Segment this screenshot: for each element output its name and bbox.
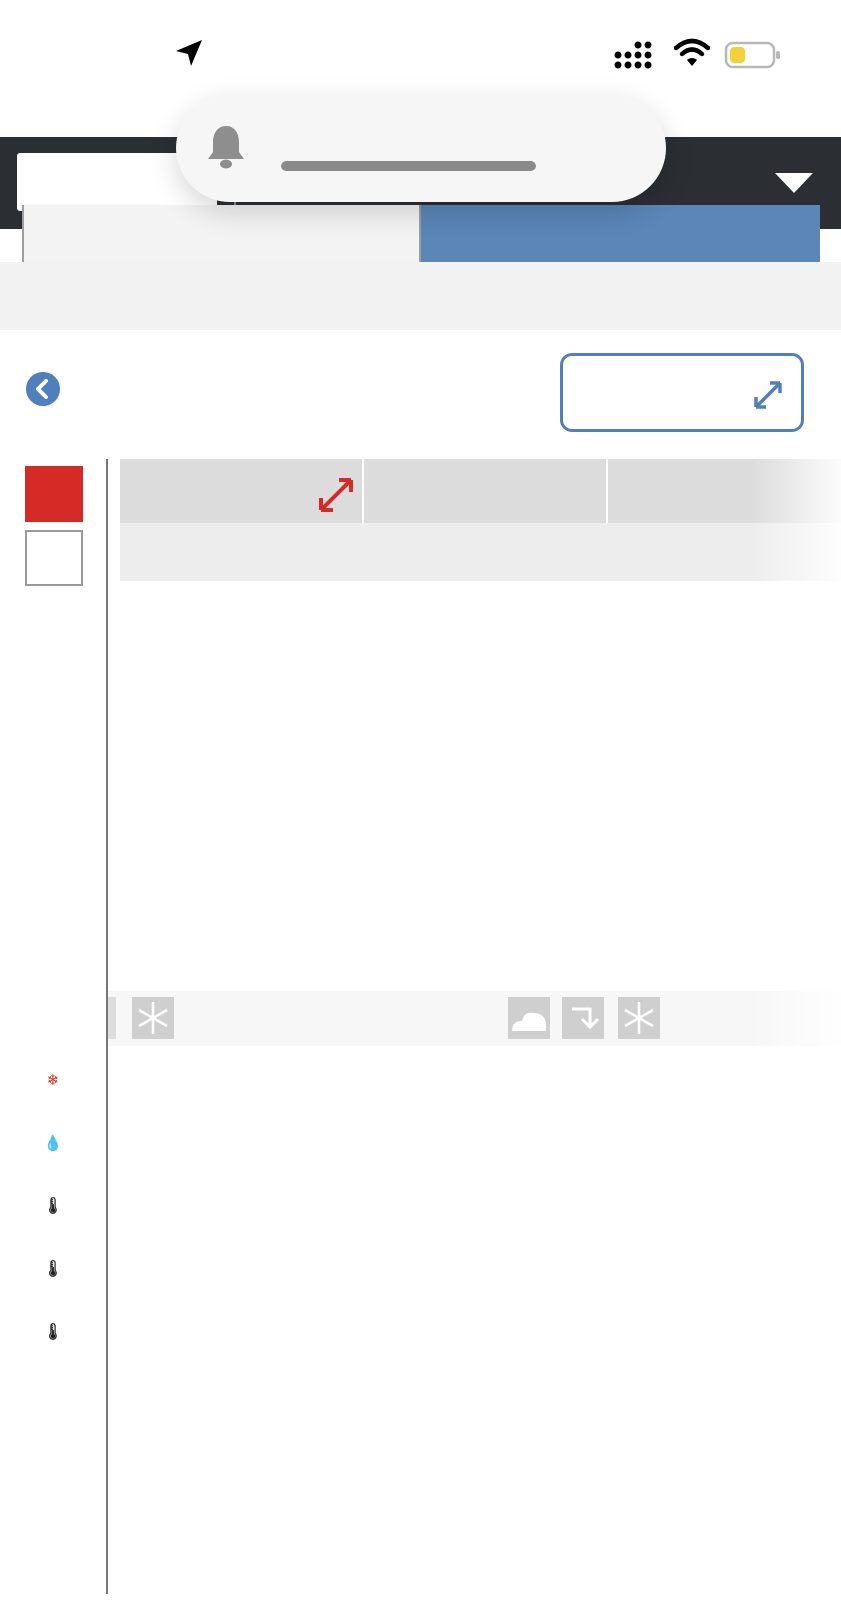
thermometer-icon: 🌡 — [42, 1261, 64, 1278]
brand-row — [108, 991, 841, 1046]
snowflake-symbol-icon — [132, 997, 174, 1039]
thermometer-icon: 🌡 — [42, 1198, 64, 1215]
snowfall-maps[interactable] — [108, 805, 841, 991]
volume-bar-fill — [281, 161, 536, 171]
cloud-symbol-icon — [508, 997, 550, 1039]
time-of-day-row — [120, 523, 841, 581]
tab-12-day-forecast[interactable] — [421, 205, 820, 265]
tab-6-day-forecast[interactable] — [22, 205, 421, 265]
wifi-icon — [674, 38, 710, 68]
brand-edge — [108, 997, 116, 1039]
cellular-signal-icon — [614, 40, 660, 70]
view-hourly-button[interactable] — [560, 353, 804, 432]
snow-map-row — [108, 805, 841, 991]
day-header — [608, 459, 841, 523]
arrow-down-symbol-icon — [562, 997, 604, 1039]
separator-band — [0, 262, 841, 330]
bell-icon — [206, 124, 246, 170]
weather-icon-strip — [108, 586, 841, 668]
day-header — [120, 459, 362, 523]
snowflake-icon: ❄ — [46, 1072, 60, 1089]
snowflake-symbol-icon — [618, 997, 660, 1039]
wind-row — [108, 739, 841, 805]
thermometer-icon: 🌡 — [42, 1324, 64, 1341]
location-arrow-icon — [174, 38, 204, 68]
expand-arrows-icon — [753, 380, 783, 410]
wind-arrows — [108, 739, 841, 805]
rain-mm-label — [0, 1132, 106, 1154]
snow-cm-label — [0, 1069, 106, 1091]
ringer-volume-banner — [176, 94, 666, 202]
chill-temp-label — [0, 1321, 106, 1343]
fahrenheit-toggle[interactable] — [25, 530, 83, 586]
expand-day-icon[interactable] — [316, 475, 356, 515]
raindrop-icon: 💧 — [43, 1135, 63, 1152]
chevron-down-icon[interactable] — [775, 173, 813, 193]
min-temp-label — [0, 1258, 106, 1280]
weather-icons — [108, 586, 841, 668]
day-header — [364, 459, 606, 523]
max-temp-label — [0, 1195, 106, 1217]
celsius-toggle[interactable] — [25, 466, 83, 522]
volume-bar — [281, 161, 536, 171]
forecast-tabs — [22, 205, 820, 265]
forecast-table — [0, 459, 841, 1600]
back-chevron-icon[interactable] — [26, 372, 60, 406]
forecast-grid — [108, 459, 841, 1600]
battery-icon — [724, 40, 784, 70]
